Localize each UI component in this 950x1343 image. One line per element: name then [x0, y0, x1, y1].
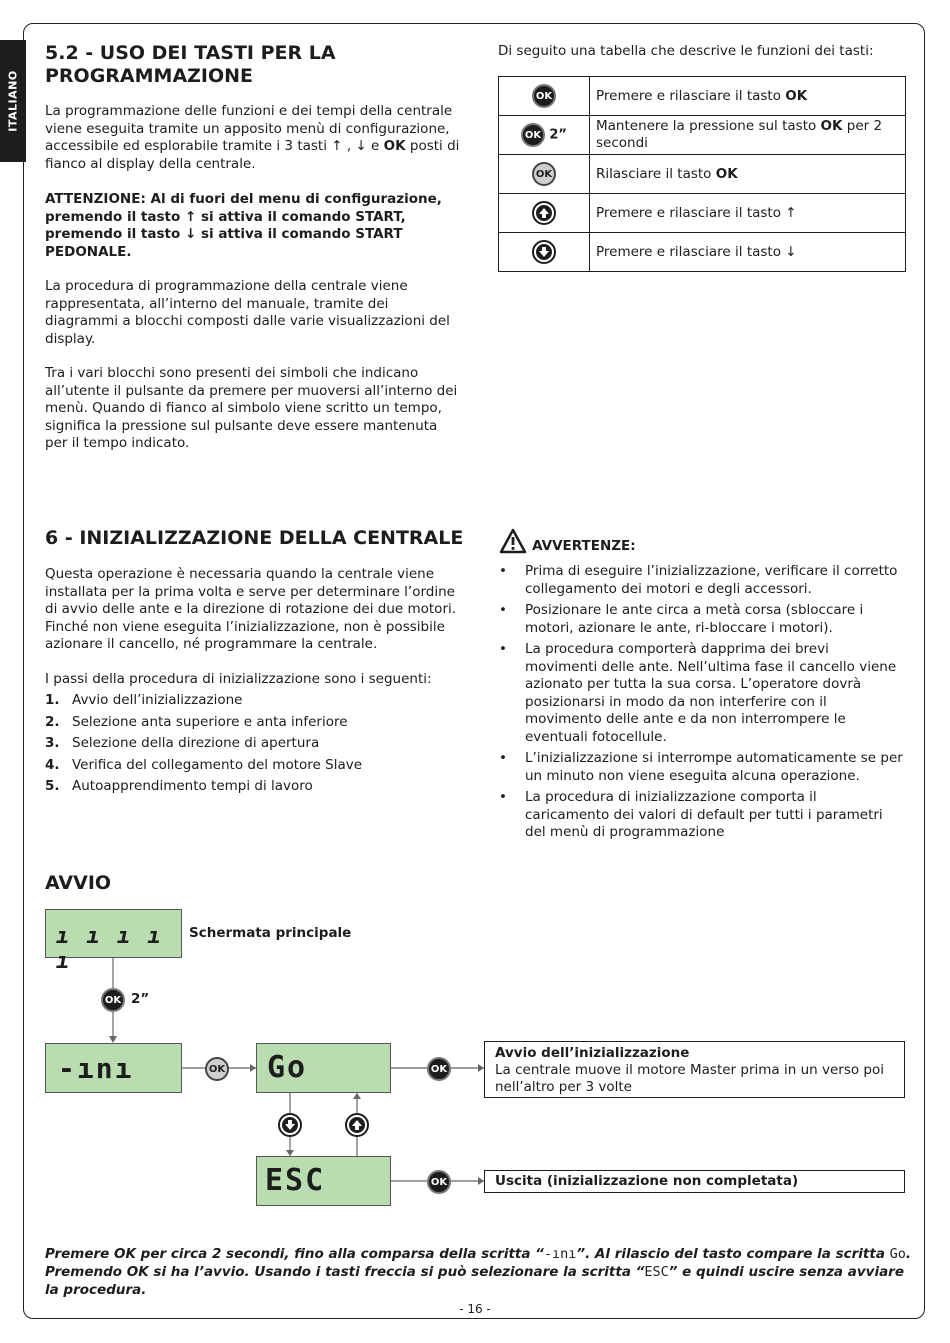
avvio-note-line2: Premendo OK si ha l’avvio. Usando i tasti freccia si può selezionare la scritta “ESC” e quindi uscire senza avviare la procedura.	[45, 1264, 904, 1298]
section-6-p2: I passi della procedura di inizializzazione sono i seguenti:	[45, 670, 432, 687]
ok-release-icon: OK	[532, 162, 556, 186]
ok-release-icon: OK	[205, 1057, 229, 1081]
arrow-down-icon: ↓	[184, 226, 197, 242]
section-6-p1: Questa operazione è necessaria quando la centrale viene installata per la prima volta e serve per determinare l’ordine di avvio delle ante e la direzione di rotazione dei due motori. Finché non viene eseguita l’inizializzazione, non è possibile azionare il cancello, né programmare la centrale.	[45, 566, 457, 652]
list-item: 5. Autoapprendimento tempi di lavoro	[45, 778, 313, 794]
avvio-note-line1: Premere OK per circa 2 secondi, fino alla comparsa della scritta “-ını”. Al rilascio del tasto compare la scritta Go.	[45, 1246, 912, 1262]
avvio-info-box	[484, 1041, 905, 1098]
avvio-title: AVVIO	[45, 872, 112, 894]
list-item: • La procedura comporterà dapprima dei brevi movimenti delle ante. Nell’ultima fase il cancello viene azionato per tutta la sua corsa. L’operatore dovrà posizionarsi in modo da non interferire con il movimento delle ante e da non interrompere le eventuali fotocellule.	[498, 641, 904, 746]
arrow-down-button-icon	[278, 1113, 302, 1137]
go-display: Go	[256, 1043, 391, 1093]
main-display-label: Schermata principale	[189, 925, 352, 941]
ok-hold-icon: OK	[101, 988, 125, 1012]
list-item: 1. Avvio dell’inizializzazione	[45, 692, 243, 708]
list-item: • L’inizializzazione si interrompe automaticamente se per un minuto non viene eseguita alcuna operazione.	[498, 750, 904, 785]
list-item: 2. Selezione anta superiore e anta inferiore	[45, 713, 348, 730]
hold-time-label: 2”	[131, 991, 150, 1007]
language-label: ITALIANO	[6, 70, 20, 132]
hold-time-label: 2”	[549, 127, 567, 143]
avvio-info-title: Avvio dell’inizializzazione	[495, 1045, 690, 1061]
ok-button-icon: OK	[521, 123, 545, 147]
ok-button-icon: OK	[427, 1170, 451, 1194]
list-item: • Posizionare le ante circa a metà corsa (sbloccare i motori, azionare le ante, ri-bloccare i motori).	[498, 602, 904, 637]
list-item: 4. Verifica del collegamento del motore Slave	[45, 756, 363, 773]
esc-info-box	[484, 1170, 905, 1193]
key-desc: Premere e rilasciare il tasto ↓	[590, 233, 906, 272]
key-desc: Premere e rilasciare il tasto ↑	[590, 194, 906, 233]
ini-display: -ını	[45, 1043, 182, 1093]
esc-display: ESC	[256, 1156, 391, 1206]
key-desc: Rilasciare il tasto OK	[590, 155, 906, 194]
key-desc: Mantenere la pressione sul tasto OK per 2 secondi	[590, 116, 906, 155]
arrow-up-button-icon	[345, 1113, 369, 1137]
list-item: • Prima di eseguire l’inizializzazione, verificare il corretto collegamento dei motori e degli accessori.	[498, 563, 904, 598]
key-desc: Premere e rilasciare il tasto OK	[590, 77, 906, 116]
ok-button-icon: OK	[427, 1057, 451, 1081]
main-display: ı ı ı ı ı	[45, 909, 182, 958]
page-number: - 16 -	[459, 1302, 491, 1316]
section-52-p3: Tra i vari blocchi sono presenti dei simboli che indicano all’utente il pulsante da premere per muoversi all’interno dei menù. Quando di fianco al simbolo viene scritto un tempo, significa la pressione sul pulsante deve essere mantenuta per il tempo indicato.	[45, 365, 458, 451]
avvio-info-text: La centrale muove il motore Master prima in un verso poi nell’altro per 3 volte	[495, 1062, 884, 1095]
section-52-p1: La programmazione delle funzioni e dei tempi della centrale viene eseguita tramite un apposito menù di configurazione, accessibile ed esplorabile tramite i 3 tasti ↑ , ↓ e OK posti di fianco al display della centrale.	[45, 103, 460, 172]
warning-title: AVVERTENZE:	[532, 538, 636, 554]
avvio-note	[45, 1245, 915, 1299]
list-item: 3. Selezione della direzione di apertura	[45, 735, 320, 751]
table-intro: Di seguito una tabella che descrive le funzioni dei tasti:	[498, 43, 874, 59]
arrow-up-icon: ↑	[331, 138, 343, 154]
section-6-title: 6 - INIZIALIZZAZIONE DELLA CENTRALE	[45, 527, 464, 549]
arrow-up-icon: ↑	[184, 208, 197, 225]
section-52-attention: ATTENZIONE: Al di fuori del menu di configurazione, premendo il tasto ↑ si attiva il comando START, premendo il tasto ↓ si attiva il comando START PEDONALE.	[45, 191, 442, 260]
section-52-p2: La procedura di programmazione della centrale viene rappresentata, all’interno del manuale, tramite dei diagrammi a blocchi composti dalle varie visualizzazioni del display.	[45, 278, 450, 347]
list-item: • La procedura di inizializzazione comporta il caricamento dei valori di default per tutti i parametri del menù di programmazione	[498, 789, 904, 842]
section-52-title: 5.2 - USO DEI TASTI PER LA PROGRAMMAZIONE	[45, 42, 336, 87]
esc-info-title: Uscita (inizializzazione non completata)	[495, 1173, 799, 1189]
ok-button-icon: OK	[532, 84, 556, 108]
arrow-down-icon: ↓	[355, 138, 367, 154]
